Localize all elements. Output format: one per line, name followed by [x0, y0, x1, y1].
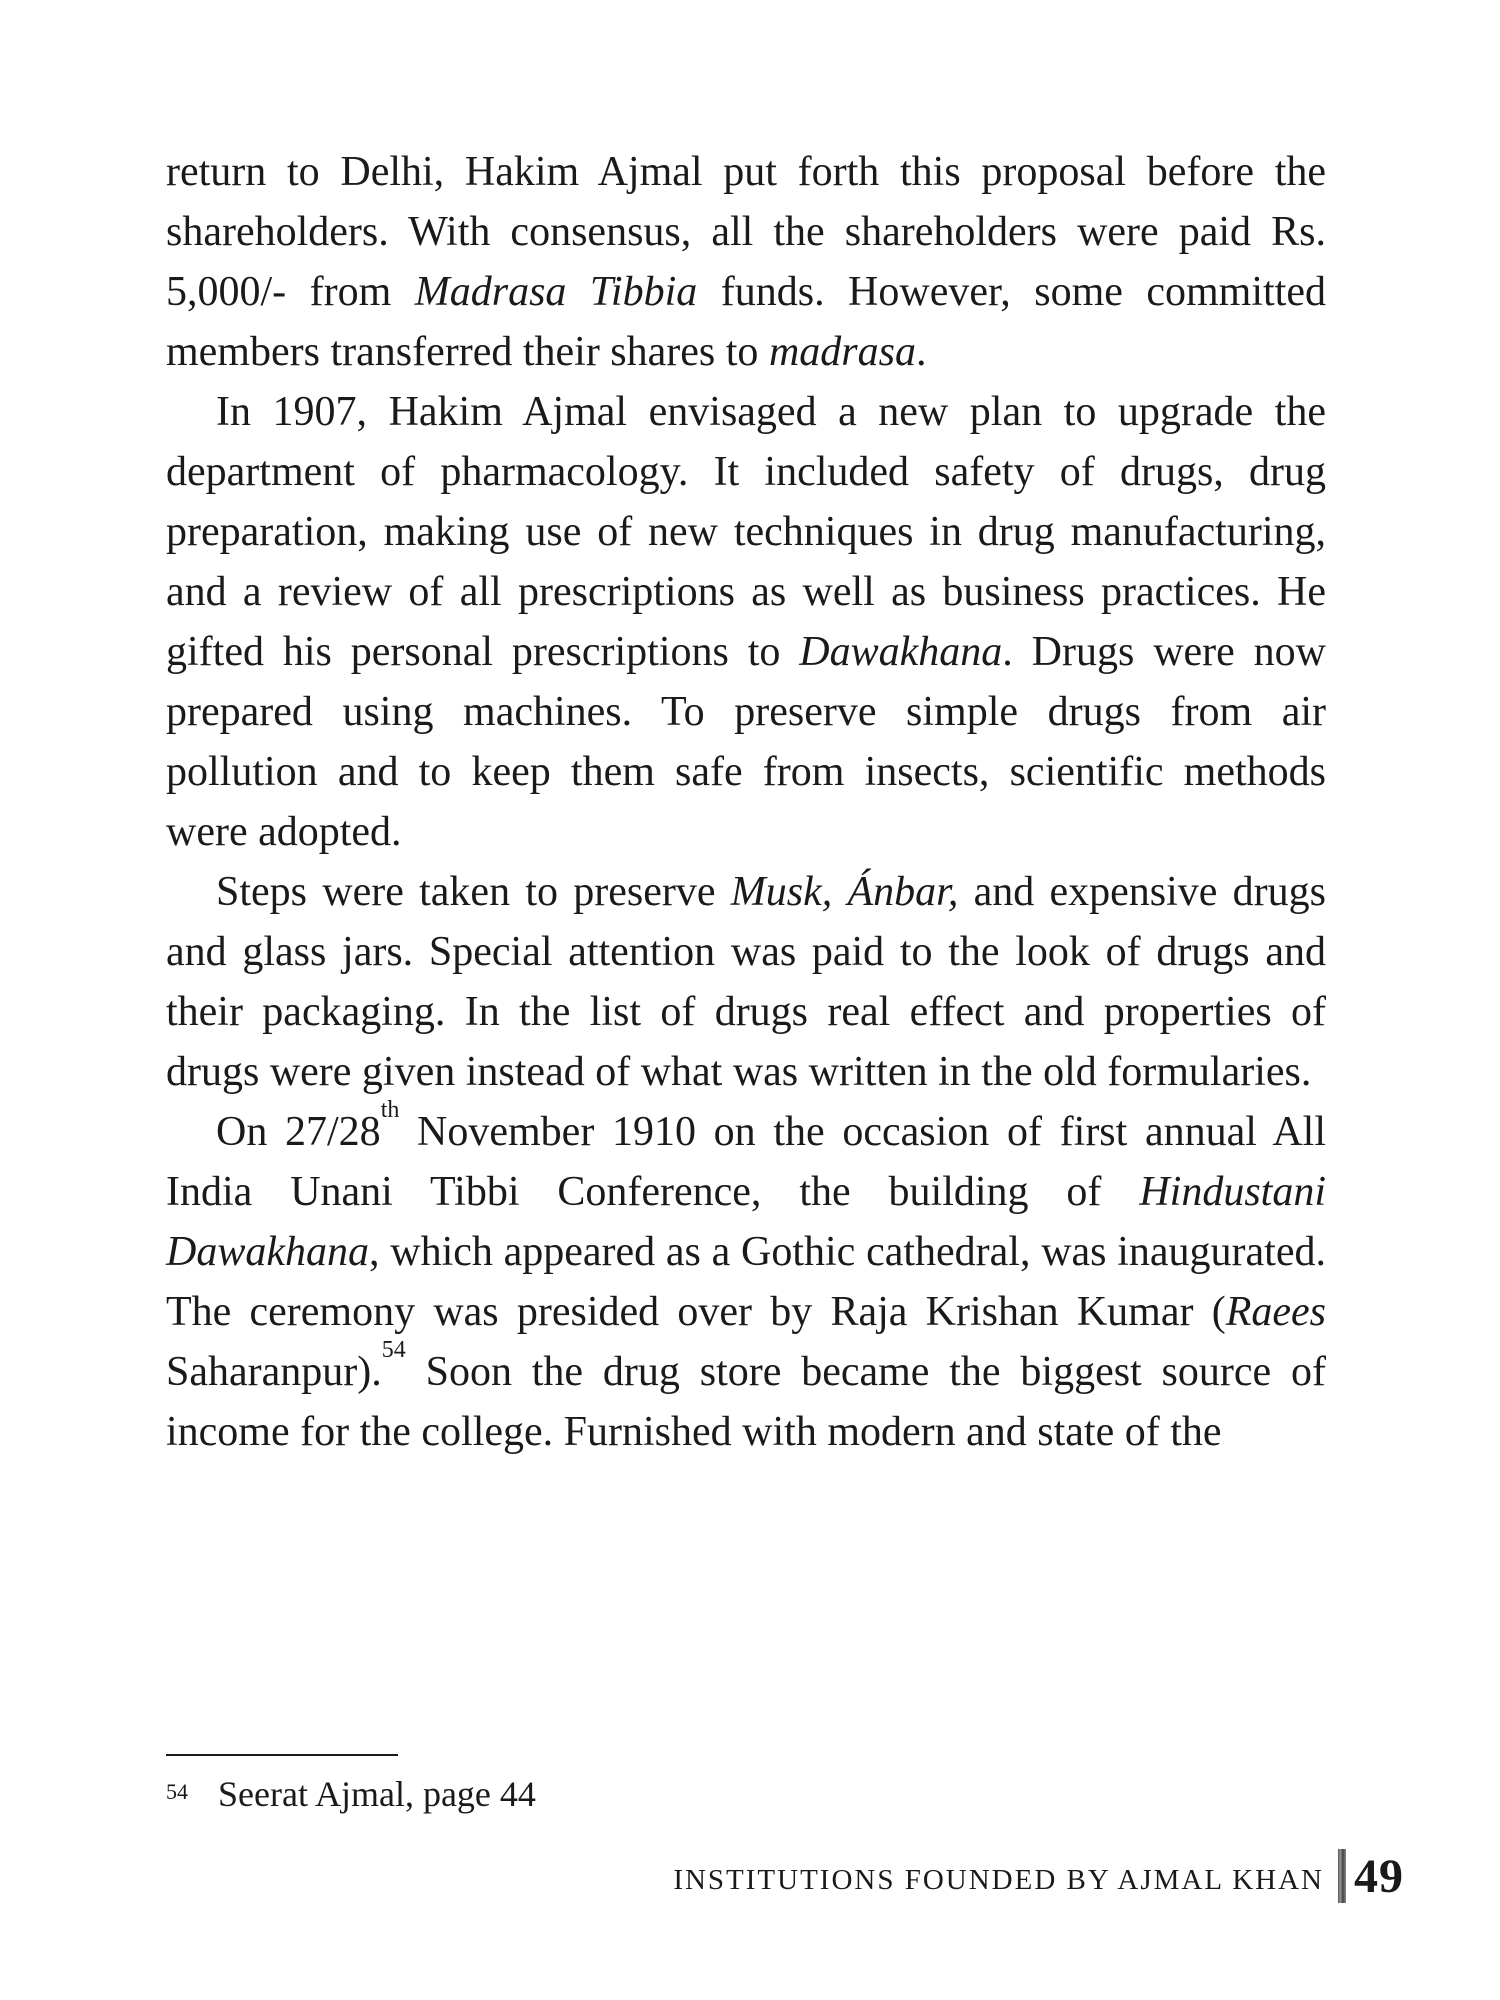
footnote-reference: 54	[381, 1337, 406, 1363]
italic-term: madrasa	[768, 329, 916, 375]
text-run: .	[915, 329, 927, 375]
paragraph	[166, 382, 1326, 862]
text-run: funds. However, some committed members transferred their shares to	[166, 269, 1326, 375]
text-run: Steps were taken to preserve	[216, 869, 731, 915]
text-run: November 1910 on the occasion of first annual All India Unani Tibbi Conference, the building of	[166, 1109, 1326, 1215]
text-run: , which appeared as a Gothic cathedral, was inaugurated. The ceremony was presided over by Raja Krishan Kumar (	[166, 1229, 1326, 1335]
paragraph	[166, 1097, 1326, 1462]
footnote-rule	[166, 1754, 398, 1756]
paragraph	[166, 862, 1326, 1102]
running-footer	[673, 1846, 1404, 1906]
text-run: Saharanpur).	[166, 1349, 382, 1395]
ordinal-suffix: th	[380, 1097, 400, 1123]
italic-term: Madrasa Tibbia	[414, 269, 698, 315]
italic-term: Hindustani Dawakhana	[166, 1169, 1326, 1275]
italic-term: Dawakhana	[799, 629, 1003, 675]
body-text	[166, 142, 1326, 1462]
footnote-text: Seerat Ajmal, page 44	[218, 1774, 536, 1814]
text-run: . Drugs were now prepared using machines. To preserve simple drugs from air pollution and to keep them safe from insects, scientific methods were adopted.	[166, 629, 1327, 855]
running-title: INSTITUTIONS FOUNDED BY AJMAL KHAN	[673, 1863, 1324, 1896]
text-run: On 27/28	[216, 1109, 381, 1155]
page-number: 49	[1354, 1849, 1404, 1903]
text-run: Soon the drug store became the biggest source of income for the college. Furnished with modern and state of the	[166, 1349, 1326, 1455]
italic-term: Musk, Ánbar,	[730, 869, 959, 915]
text-run: and expensive drugs and glass jars. Special attention was paid to the look of drugs and their packaging. In the list of drugs real effect and properties of drugs were given instead of what was written in the old formularies.	[166, 869, 1326, 1095]
text-run: In 1907, Hakim Ajmal envisaged a new plan to upgrade the department of pharmacology. It included safety of drugs, drug preparation, making use of new techniques in drug manufacturing, and a review of all prescriptions as well as business practices. He gifted his personal prescriptions to	[166, 389, 1326, 675]
folio-bar	[1338, 1849, 1346, 1903]
paragraph	[166, 142, 1326, 382]
text-run: return to Delhi, Hakim Ajmal put forth this proposal before the shareholders. With consensus, all the shareholders were paid Rs. 5,000/- from	[166, 149, 1326, 315]
footnote	[166, 1770, 536, 1818]
footnote-marker: 54	[166, 1779, 188, 1804]
italic-term: Raees	[1225, 1289, 1326, 1335]
